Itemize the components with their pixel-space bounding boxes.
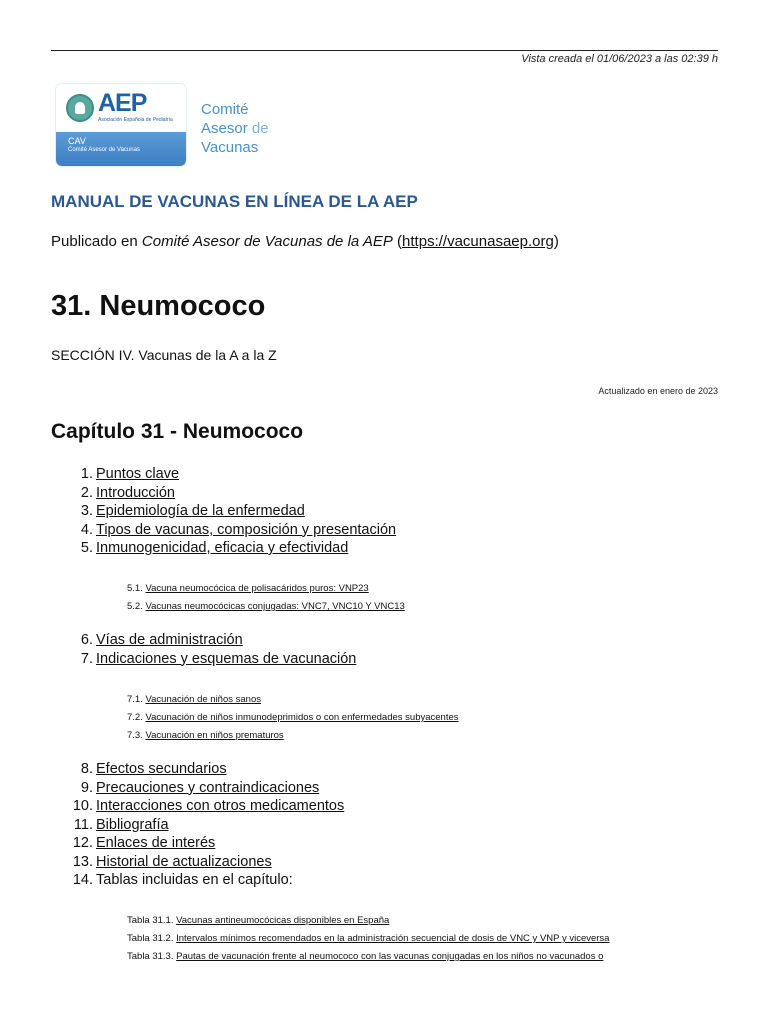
page-title: 31. Neumococo [51,290,266,322]
updated-date: Actualizado en enero de 2023 [598,386,718,396]
toc-text-tables: Tablas incluidas en el capítulo: [96,872,293,888]
toc-subitem[interactable] [0,691,768,709]
toc-link[interactable]: Epidemiología de la enfermedad [96,503,305,519]
toc-item[interactable] [0,484,768,503]
toc-subnumber: 7.1. [127,694,143,705]
committee-wordmark [201,100,269,157]
toc-number: 2. [80,484,93,501]
logo-cav-text: CAV [68,136,86,146]
committee-line-1: Comité [201,101,249,118]
toc-number: 4. [80,521,93,538]
toc-item[interactable] [0,853,768,872]
toc-link[interactable]: Bibliografía [96,816,169,833]
toc-sublist-7 [0,691,768,745]
table-link[interactable]: Vacunas antineumocócicas disponibles en España [176,915,390,926]
published-prefix: Publicado en [51,233,138,250]
table-number: Tabla 31.3. [127,951,174,962]
committee-line-3: Vacunas [201,139,259,156]
subitem-wrap [127,580,369,598]
committee-asesor: Asesor [201,120,248,137]
toc-number: 3. [80,503,93,519]
toc-number: 14. [72,872,93,888]
header-divider [51,50,718,51]
toc-item[interactable] [0,797,768,816]
toc-item[interactable] [0,834,768,853]
toc-tables-list [0,912,768,966]
table-link[interactable]: Pautas de vacunación frente al neumococo con las vacunas conjugadas en los niños no vacunados o [176,951,604,962]
toc-item[interactable] [0,650,768,669]
toc-sublink[interactable]: Vacunación en niños prematuros [145,730,284,741]
toc-link[interactable]: Vías de administración [96,632,243,648]
family-emblem-icon [66,94,94,122]
toc-item[interactable] [0,465,768,484]
toc-link[interactable]: Interacciones con otros medicamentos [96,798,345,814]
toc-link[interactable]: Tipos de vacunas, composición y presentación [96,521,397,538]
table-number: Tabla 31.1. [127,915,174,926]
toc-sublink[interactable]: Vacunas neumocócicas conjugadas: VNC7, VNC10 Y VNC13 [145,601,405,612]
aep-logo [56,84,186,166]
toc-number: 7. [80,650,93,667]
logo-aep-text: AEP [98,89,147,117]
toc-subitem[interactable] [0,709,768,727]
toc-link[interactable]: Indicaciones y esquemas de vacunación [96,650,357,667]
toc-item[interactable] [0,779,768,798]
vacunasaep-link[interactable]: https://vacunasaep.org [402,233,554,250]
manual-title: MANUAL DE VACUNAS EN LÍNEA DE LA AEP [51,192,418,211]
toc-subitem[interactable] [0,580,768,598]
published-close-paren: ) [553,233,559,250]
table-number: Tabla 31.2. [127,933,174,944]
toc-number: 6. [80,632,93,648]
table-link[interactable]: Intervalos mínimos recomendados en la administración secuencial de dosis de VNC y VNP y viceversa [176,933,610,944]
toc-sublist-5 [0,580,768,616]
toc-item[interactable] [0,502,768,521]
toc-list-main-3 [0,760,768,890]
subitem-wrap [127,691,261,709]
logo-cav-band [56,132,186,166]
subitem-wrap [127,727,284,745]
toc-sublink[interactable]: Vacunación de niños inmunodeprimidos o con enfermedades subyacentes [145,712,459,723]
chapter-title: Capítulo 31 - Neumococo [51,420,304,443]
table-item[interactable] [0,912,768,930]
toc-list-main-1 [0,465,768,558]
section-label: SECCIÓN IV. Vacunas de la A a la Z [51,347,277,363]
logo-cav-subtitle: Comité Asesor de Vacunas [68,147,140,153]
table-item[interactable] [0,930,768,948]
toc-number: 10. [72,798,93,814]
published-open-paren: ( [397,233,403,250]
toc-subnumber: 7.2. [127,712,143,723]
subitem-wrap [127,709,459,727]
toc-link[interactable]: Historial de actualizaciones [96,853,272,870]
table-item[interactable] [0,948,768,966]
toc-subnumber: 7.3. [127,730,143,741]
toc-link[interactable]: Precauciones y contraindicaciones [96,779,320,796]
toc-link[interactable]: Inmunogenicidad, eficacia y efectividad [96,540,349,556]
toc-number: 11. [73,816,93,833]
toc-link[interactable]: Efectos secundarios [96,761,227,777]
toc-item[interactable] [0,631,768,650]
toc-number: 5. [80,540,93,556]
toc-sublink[interactable]: Vacuna neumocócica de polisacáridos puros: VNP23 [145,583,369,594]
published-line [51,233,559,250]
logo-aep-subtitle: Asociación Española de Pediatría [98,117,173,123]
toc-list-main-2 [0,631,768,668]
subitem-wrap [127,598,405,616]
toc-number: 9. [80,779,93,796]
toc-number: 1. [80,466,93,482]
view-created-timestamp: Vista creada el 01/06/2023 a las 02:39 h [521,53,718,65]
subitem-wrap [127,930,609,948]
committee-line-2 [201,119,269,138]
toc-link[interactable]: Enlaces de interés [96,835,216,851]
toc-subnumber: 5.1. [127,583,143,594]
toc-subnumber: 5.2. [127,601,143,612]
toc-item[interactable] [0,521,768,540]
toc-link[interactable]: Puntos clave [96,466,180,482]
toc-item[interactable] [0,539,768,558]
subitem-wrap [127,912,389,930]
toc-link[interactable]: Introducción [96,484,175,501]
subitem-wrap [127,948,603,966]
toc-sublink[interactable]: Vacunación de niños sanos [145,694,261,705]
toc-item[interactable] [0,760,768,779]
toc-number: 13. [72,853,93,870]
published-source: Comité Asesor de Vacunas de la AEP [141,233,393,250]
toc-item [0,871,768,890]
toc-subitem[interactable] [0,598,768,616]
toc-number: 8. [80,761,93,777]
toc-subitem[interactable] [0,727,768,745]
committee-de: de [251,120,269,137]
toc-number: 12. [72,835,93,851]
toc-item[interactable] [0,816,768,835]
